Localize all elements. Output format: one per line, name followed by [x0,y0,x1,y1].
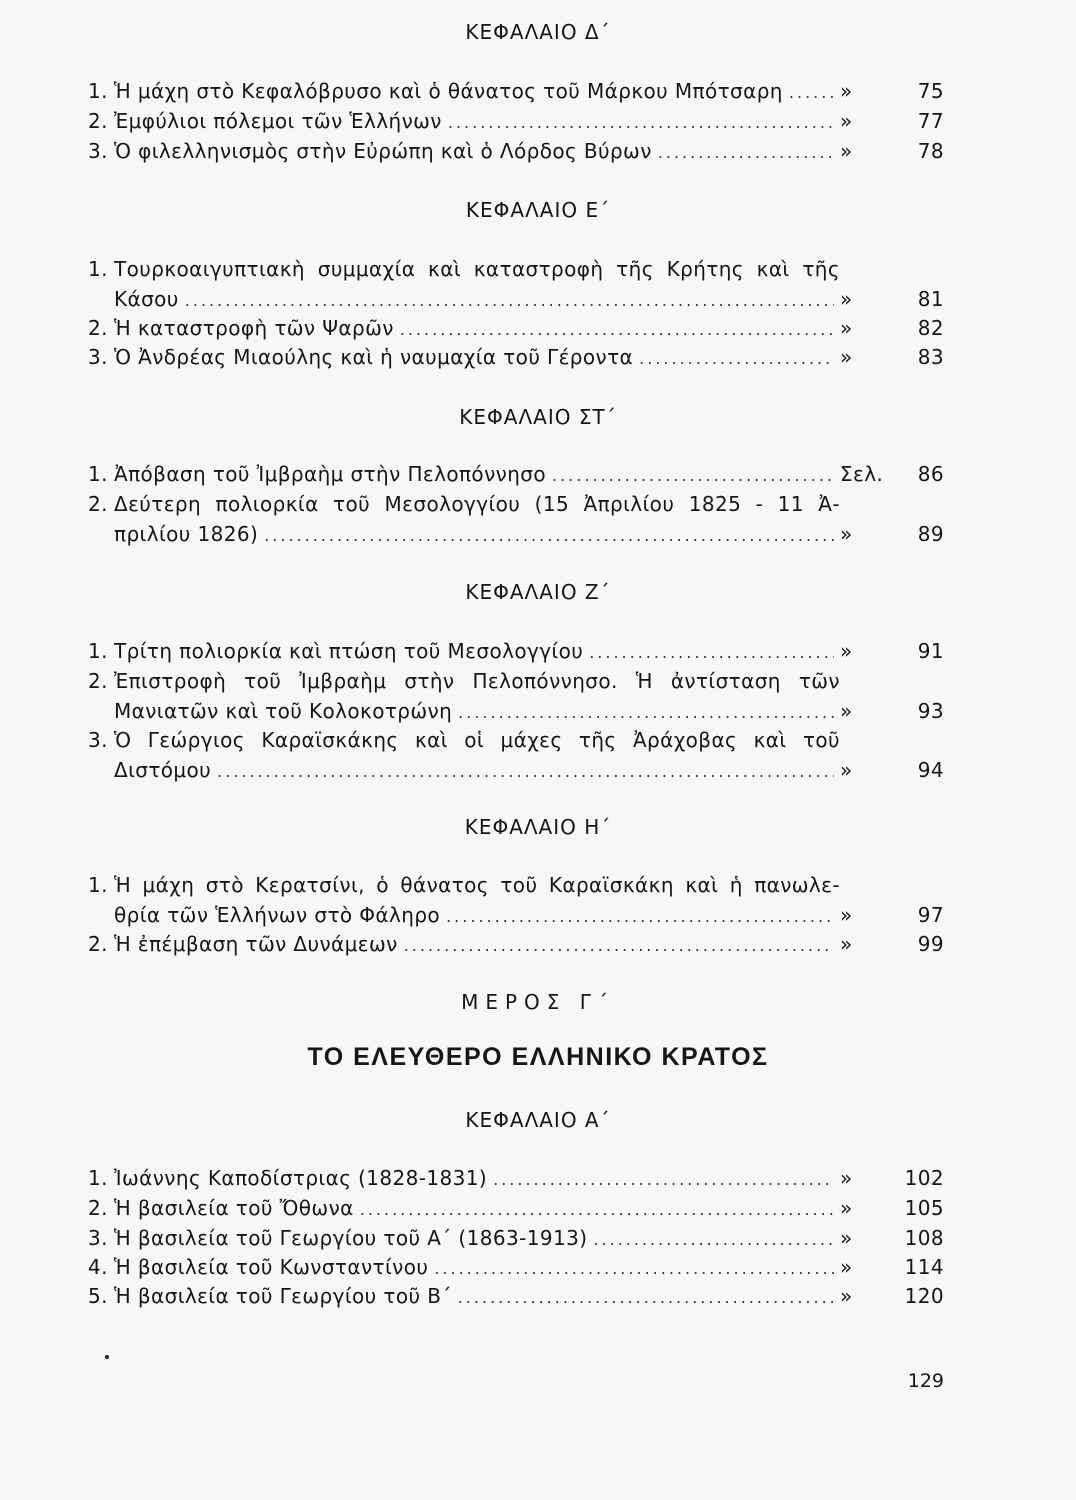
entry-title: Ἡ βασιλεία τοῦ Γεωργίου τοῦ Β΄ [114,1284,452,1308]
page-number: 83 [917,345,944,369]
ditto-mark: » [840,522,853,546]
entry-number: 3. [88,345,108,369]
entry-number: 1. [88,462,108,486]
toc-entry [88,1252,944,1282]
ditto-mark: » [840,316,853,340]
entry-number: 2. [88,1196,108,1220]
ditto-mark: » [840,1284,853,1308]
entry-title: Ἐπιστροφὴ τοῦ Ἰμβραὴμ στὴν Πελοπόννησο. Ἡ ἀντίσταση τῶν [114,669,840,693]
entry-title: Ἡ καταστροφὴ τῶν Ψαρῶν [114,316,394,340]
toc-entry [88,459,944,489]
toc-entry [88,636,944,666]
entry-number: 2. [88,316,108,340]
page-number: 75 [917,79,944,103]
leader-dots [493,1165,834,1195]
part-label: ΜΕΡΟΣ Γ΄ [461,990,615,1014]
ditto-mark: » [840,109,853,133]
entry-number: 1. [88,257,108,281]
leader-dots [264,521,834,551]
toc-entry [88,136,944,166]
leader-dots [446,902,834,932]
page-number: 89 [917,522,944,546]
toc-entry [88,929,944,959]
leader-dots [217,757,834,787]
ditto-mark: » [840,345,853,369]
ditto-mark: » [840,903,853,927]
entry-title: Ὁ Ἀνδρέας Μιαούλης καὶ ἡ ναυμαχία τοῦ Γέροντα [114,345,634,369]
ditto-mark: » [840,1255,853,1279]
entry-title-continued: Διστόμου [114,758,212,782]
page-number: 91 [917,639,944,663]
chapter-heading: ΚΕΦΑΛΑΙΟ Η΄ [464,815,612,839]
chapter-heading: ΚΕΦΑΛΑΙΟ Ζ΄ [465,580,611,604]
entry-title: Ἰωάννης Καποδίστριας (1828-1831) [114,1166,488,1190]
entry-number: 1. [88,873,108,897]
toc-entry [88,1281,944,1311]
toc-entry [88,1163,944,1193]
toc-entry [88,666,944,726]
page-number: 81 [917,287,944,311]
entry-title: Ἡ μάχη στὸ Κερατσίνι, ὁ θάνατος τοῦ Καραϊσκάκη καὶ ἡ πανωλε- [114,873,840,897]
leader-dots [434,1254,834,1284]
entry-title: Ἡ ἐπέμβαση τῶν Δυνάμεων [114,932,398,956]
toc-entry [88,870,944,930]
entry-title-continued: Κάσου [114,287,179,311]
leader-dots [593,1225,834,1255]
entry-title: Τρίτη πολιορκία καὶ πτώση τοῦ Μεσολογγίου [114,639,584,663]
page-number: 93 [917,699,944,723]
toc-entry [88,1193,944,1223]
ditto-mark: » [840,1226,853,1250]
toc-entry [88,106,944,136]
ditto-mark: » [840,139,853,163]
toc-entry [88,489,944,549]
ditto-mark: » [840,639,853,663]
entry-number: 2. [88,932,108,956]
leader-dots [400,315,834,345]
ditto-mark: » [840,287,853,311]
leader-dots [360,1195,834,1225]
part-title: ΤΟ ΕΛΕΥΘΕΡΟ ΕΛΛΗΝΙΚΟ ΚΡΑΤΟΣ [307,1043,769,1071]
entry-number: 3. [88,139,108,163]
entry-title: Ὁ Γεώργιος Καραϊσκάκης καὶ οἱ μάχες τῆς Ἀράχοβας καὶ τοῦ [114,728,840,752]
leader-dots [589,638,834,668]
entry-title: Ἀπόβαση τοῦ Ἰμβραὴμ στὴν Πελοπόννησο [114,462,546,486]
chapter-heading: ΚΕΦΑΛΑΙΟ ΣΤ΄ [459,405,617,429]
chapter-heading: ΚΕΦΑΛΑΙΟ Ε΄ [465,198,611,222]
page-number: 102 [904,1166,944,1190]
entry-title: Δεύτερη πολιορκία τοῦ Μεσολογγίου (15 Ἀπριλίου 1825 - 11 Ἀ- [114,492,840,516]
entry-number: 5. [88,1284,108,1308]
entry-title-continued: πριλίου 1826) [114,522,259,546]
leader-dots [185,286,834,316]
page-number: 78 [917,139,944,163]
leader-dots [552,461,834,491]
entry-number: 2. [88,669,108,693]
page-number: 99 [917,932,944,956]
ditto-mark: » [840,79,853,103]
toc-entry [88,313,944,343]
toc-entry [88,254,944,314]
leader-dots [448,108,834,138]
entry-number: 1. [88,79,108,103]
page-number: 120 [904,1284,944,1308]
entry-number: 1. [88,639,108,663]
page-number: 97 [917,903,944,927]
leader-dots [789,78,834,108]
entry-title: Ἡ βασιλεία τοῦ Γεωργίου τοῦ Α΄ (1863-1913) [114,1226,588,1250]
entry-number: 3. [88,1226,108,1250]
leader-dots [458,698,834,728]
chapter-heading: ΚΕΦΑΛΑΙΟ Δ΄ [465,20,611,44]
toc-entry [88,1223,944,1253]
page-number: 82 [917,316,944,340]
ink-speck [105,1355,109,1359]
ditto-mark: » [840,1196,853,1220]
entry-title: Ὁ φιλελληνισμὸς στὴν Εὐρώπη καὶ ὁ Λόρδος Βύρων [114,139,652,163]
chapter-heading: ΚΕΦΑΛΑΙΟ Α΄ [465,1108,611,1132]
ditto-mark: » [840,758,853,782]
entry-number: 2. [88,492,108,516]
ditto-mark: » [840,699,853,723]
page-number: 108 [904,1226,944,1250]
entry-title: Ἡ βασιλεία τοῦ Κωνσταντίνου [114,1255,429,1279]
page-prefix: Σελ. [840,462,884,486]
entry-title: Ἡ μάχη στὸ Κεφαλόβρυσο καὶ ὁ θάνατος τοῦ Μάρκου Μπότσαρη [114,79,783,103]
entry-number: 3. [88,728,108,752]
ditto-mark: » [840,932,853,956]
entry-title-continued: Μανιατῶν καὶ τοῦ Κολοκοτρώνη [114,699,453,723]
entry-number: 4. [88,1255,108,1279]
toc-entry [88,342,944,372]
leader-dots [458,1283,834,1313]
leader-dots [639,344,834,374]
entry-number: 2. [88,109,108,133]
entry-number: 1. [88,1166,108,1190]
page-number: 105 [904,1196,944,1220]
entry-title-continued: θρία τῶν Ἑλλήνων στὸ Φάληρο [114,903,441,927]
leader-dots [658,138,834,168]
leader-dots [404,931,834,961]
ditto-mark: » [840,1166,853,1190]
toc-entry [88,76,944,106]
entry-title: Τουρκοαιγυπτιακὴ συμμαχία καὶ καταστροφὴ τῆς Κρήτης καὶ τῆς [114,257,840,281]
page-number: 94 [917,758,944,782]
page-number: 77 [917,109,944,133]
entry-title: Ἐμφύλιοι πόλεμοι τῶν Ἑλλήνων [114,109,442,133]
page-number: 86 [917,462,944,486]
page-number: 114 [904,1255,944,1279]
toc-entry [88,725,944,785]
entry-title: Ἡ βασιλεία τοῦ Ὄθωνα [114,1196,354,1220]
folio-page-number: 129 [907,1370,944,1392]
